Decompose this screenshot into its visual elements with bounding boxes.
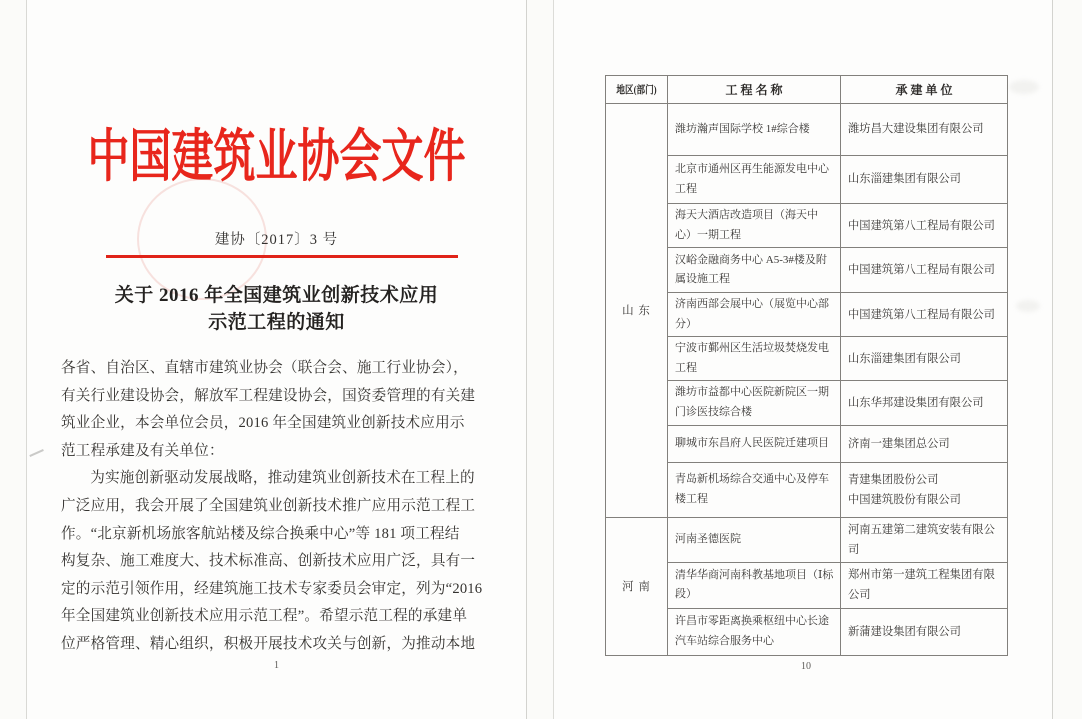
project-cell: 聊城市东昌府人民医院迁建项目	[668, 425, 841, 462]
unit-cell: 中国建筑第八工程局有限公司	[841, 204, 1008, 248]
page-1	[26, 0, 527, 719]
unit-cell: 济南一建集团总公司	[841, 425, 1008, 462]
unit-cell: 郑州市第一建筑工程集团有限公司	[841, 562, 1008, 608]
unit-cell: 河南五建第二建筑安装有限公司	[841, 517, 1008, 562]
header-region-label: 地区(部门)	[616, 85, 657, 96]
project-cell: 清华华商河南科教基地项目（Ⅰ标段）	[668, 562, 841, 608]
notice-title	[27, 282, 526, 336]
body-line: 筑业企业，本会单位会员，2016 年全国建筑业创新技术应用示	[61, 415, 465, 432]
red-divider-line	[106, 255, 458, 258]
region-cell-henan: 河 南	[606, 517, 668, 655]
document-number: 建协〔2017〕3 号	[214, 232, 339, 248]
page-number-left: 1	[274, 660, 279, 671]
body-line: 各省、自治区、直辖市建筑业协会（联合会、施工行业协会），	[61, 360, 468, 376]
project-cell: 潍坊市益都中心医院新院区一期门诊医技综合楼	[668, 381, 841, 425]
project-cell: 潍坊瀚声国际学校 1#综合楼	[668, 104, 841, 156]
project-cell: 宁波市鄞州区生活垃圾焚烧发电工程	[668, 337, 841, 381]
unit-cell: 山东淄建集团有限公司	[841, 156, 1008, 204]
unit-line2: 中国建筑股份有限公司	[848, 493, 961, 506]
masthead-title: 中国建筑业协会文件	[87, 126, 466, 189]
page-2	[553, 0, 1053, 719]
body-line: 作。“北京新机场旅客航站楼及综合换乘中心”等 181 项工程结	[61, 525, 460, 542]
body-line: 为实施创新驱动发展战略，推动建筑业创新技术在工程上的	[90, 470, 475, 487]
project-cell: 青岛新机场综合交通中心及停车楼工程	[668, 462, 841, 517]
table-header-row	[606, 76, 1008, 104]
project-cell: 北京市通州区再生能源发电中心工程	[668, 156, 841, 204]
body-line: 范工程承建及有关单位：	[61, 442, 224, 459]
unit-cell	[841, 462, 1008, 517]
header-region	[606, 76, 668, 104]
body-line: 构复杂、施工难度大、技术标准高、创新技术应用广泛，具有一	[61, 553, 476, 570]
table-row	[606, 517, 1008, 562]
body-line: 年全国建筑业创新技术应用示范工程”。希望示范工程的承建单	[61, 608, 468, 625]
project-cell: 河南圣德医院	[668, 517, 841, 562]
project-cell: 海天大酒店改造项目（海天中心）一期工程	[668, 204, 841, 248]
scan-smudge	[1009, 80, 1039, 94]
scan-artifact	[29, 449, 43, 456]
body-text	[61, 355, 483, 659]
projects-table	[605, 75, 1008, 656]
project-cell: 许昌市零距离换乘枢纽中心长途汽车站综合服务中心	[668, 608, 841, 655]
header-project: 工 程 名 称	[668, 76, 841, 104]
page-number-right: 10	[801, 661, 811, 672]
unit-cell: 中国建筑第八工程局有限公司	[841, 248, 1008, 293]
unit-cell: 山东淄建集团有限公司	[841, 337, 1008, 381]
body-line: 位严格管理、精心组织，积极开展技术攻关与创新，为推动本地	[61, 635, 476, 652]
scan-smudge	[1016, 300, 1040, 312]
project-cell: 济南西部会展中心（展览中心部分）	[668, 293, 841, 337]
table-row	[606, 104, 1008, 156]
header-unit: 承 建 单 位	[841, 76, 1008, 104]
unit-cell: 山东华邦建设集团有限公司	[841, 381, 1008, 425]
body-line: 定的示范引领作用，经建筑施工技术专家委员会审定，列为“2016	[61, 580, 483, 597]
notice-title-line2: 示范工程的通知	[208, 312, 345, 333]
unit-cell: 新蒲建设集团有限公司	[841, 608, 1008, 655]
notice-title-line1: 关于 2016 年全国建筑业创新技术应用	[114, 285, 439, 306]
region-cell-shandong: 山 东	[606, 104, 668, 518]
body-line: 广泛应用，我会开展了全国建筑业创新技术推广应用示范工程工	[61, 497, 476, 514]
body-line: 有关行业建设协会，解放军工程建设协会，国资委管理的有关建	[61, 387, 476, 404]
project-cell: 汉峪金融商务中心 A5-3#楼及附属设施工程	[668, 248, 841, 293]
unit-cell: 中国建筑第八工程局有限公司	[841, 293, 1008, 337]
unit-cell: 潍坊昌大建设集团有限公司	[841, 104, 1008, 156]
unit-line1: 青建集团股份公司	[848, 473, 939, 486]
